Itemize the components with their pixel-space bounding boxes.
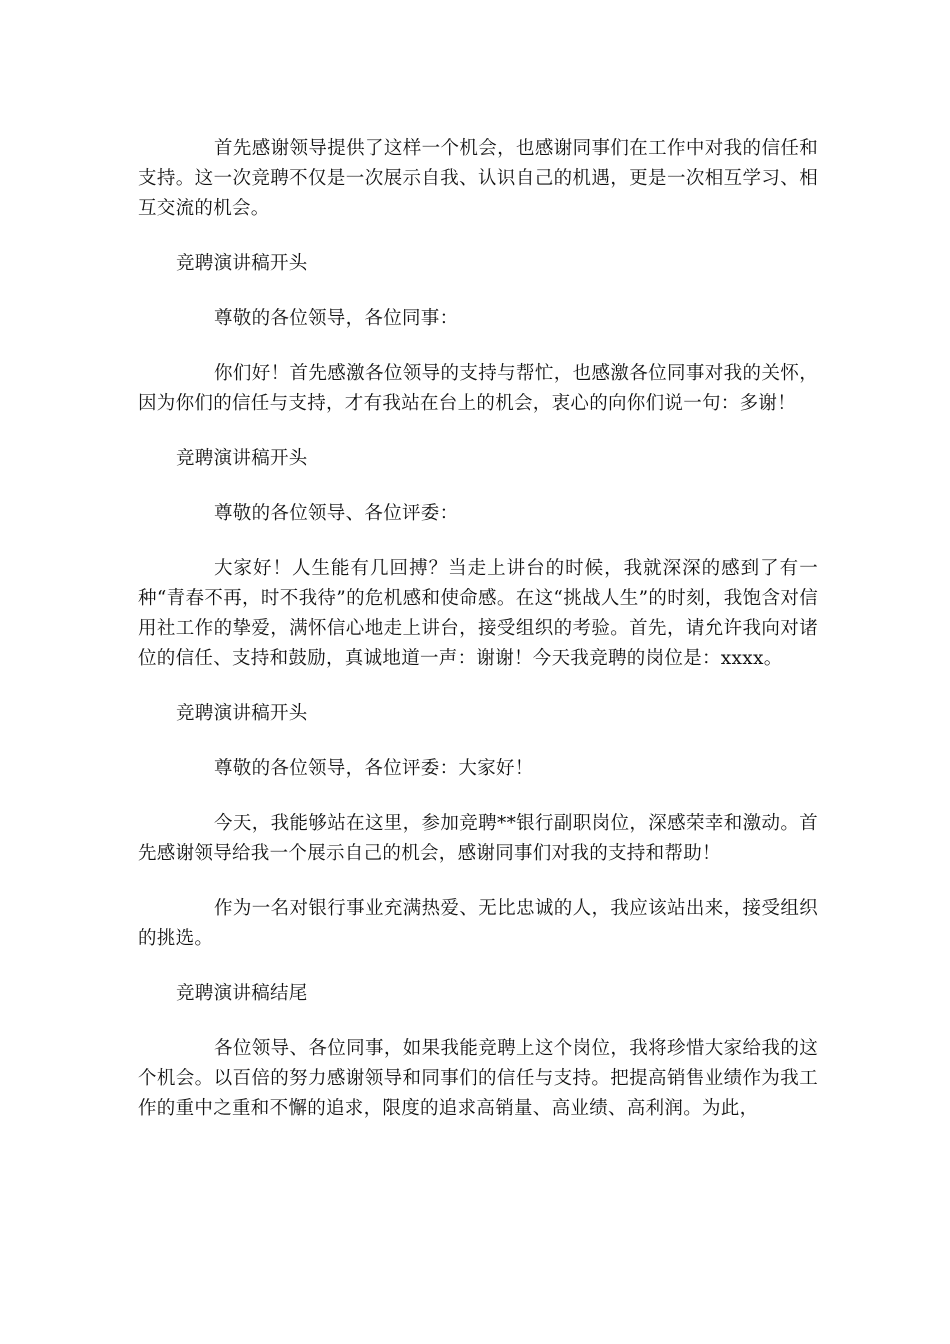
paragraph-greeting-1: 你们好！首先感激各位领导的支持与帮忙，也感激各位同事对我的关怀，因为你们的信任与支持，才有我站在台上的机会，衷心的向你们说一句：多谢！ (138, 363, 818, 414)
section-heading-closing: 竞聘演讲稿结尾 (176, 983, 308, 1004)
section-heading-opening-1: 竞聘演讲稿开头 (176, 253, 308, 274)
section-heading-opening-3: 竞聘演讲稿开头 (176, 703, 308, 724)
document-page (138, 134, 818, 1124)
paragraph-salutation-2: 尊敬的各位领导、各位评委： (214, 503, 459, 524)
paragraph-intro-thanks: 首先感谢领导提供了这样一个机会，也感谢同事们在工作中对我的信任和支持。这一次竞聘不仅是一次展示自我、认识自己的机遇，更是一次相互学习、相互交流的机会。 (138, 138, 818, 219)
paragraph-salutation-3: 尊敬的各位领导，各位评委：大家好！ (214, 758, 534, 779)
paragraph-greeting-3: 今天，我能够站在这里，参加竞聘**银行副职岗位，深感荣幸和激动。首先感谢领导给我一个展示自己的机会，感谢同事们对我的支持和帮助！ (138, 813, 818, 864)
paragraph-closing: 各位领导、各位同事，如果我能竞聘上这个岗位，我将珍惜大家给我的这个机会。以百倍的努力感谢领导和同事们的信任与支持。把提高销售业绩作为我工作的重中之重和不懈的追求，限度的追求高销量、高业绩、高利润。为此， (138, 1038, 818, 1119)
paragraph-greeting-2: 大家好！人生能有几回搏？当走上讲台的时候，我就深深的感到了有一种“青春不再，时不我待”的危机感和使命感。在这“挑战人生”的时刻，我饱含对信用社工作的挚爱，满怀信心地走上讲台，接受组织的考验。首先，请允许我向对诸位的信任、支持和鼓励，真诚地道一声：谢谢！今天我竞聘的岗位是：xxxx。 (138, 558, 818, 669)
section-heading-opening-2: 竞聘演讲稿开头 (176, 448, 308, 469)
paragraph-commitment: 作为一名对银行事业充满热爱、无比忠诚的人，我应该站出来，接受组织的挑选。 (138, 898, 818, 949)
paragraph-salutation-1: 尊敬的各位领导，各位同事： (214, 308, 459, 329)
